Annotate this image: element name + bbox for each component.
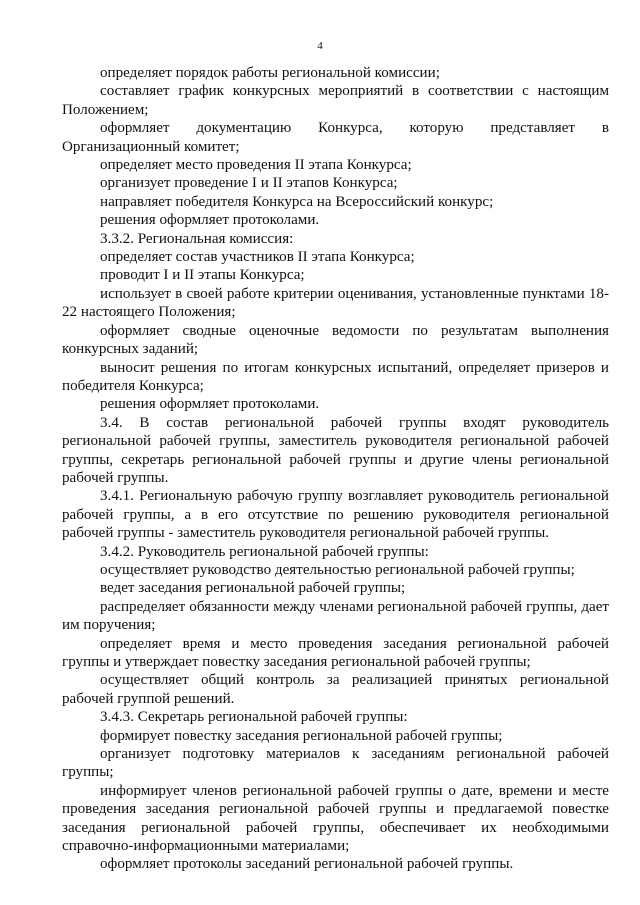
section-paragraph: 3.4. В состав региональной рабочей группы входят руководитель региональной рабочей группы, заместитель руководителя региональной рабочей группы, секретарь региональной рабочей группы и другие члены региональной рабочей группы. [62, 414, 609, 486]
paragraph: определяет место проведения II этапа Конкурса; [100, 157, 412, 174]
paragraph: распределяет обязанности между членами региональной рабочей группы, дает им поручения; [62, 598, 609, 634]
paragraph: составляет график конкурсных мероприятий в соответствии с настоящим Положением; [62, 83, 609, 118]
paragraph: формирует повестку заседания региональной рабочей группы; [100, 727, 503, 744]
paragraph: определяет порядок работы региональной комиссии; [100, 65, 440, 81]
paragraph: решения оформляет протоколами. [100, 396, 320, 413]
paragraph: направляет победителя Конкурса на Всероссийский конкурс; [100, 193, 494, 210]
paragraph: организует проведение I и II этапов Конкурса; [100, 175, 398, 192]
page-number: 4 [317, 40, 323, 52]
paragraph: определяет состав участников II этапа Конкурса; [100, 249, 415, 266]
section-paragraph: 3.4.1. Региональную рабочую группу возглавляет руководитель региональной рабочей группы, а в его отсутствие по решению руководителя региональной рабочей группы - заместитель руководителя региональной рабочей группы. [62, 488, 609, 542]
paragraph: оформляет документацию Конкурса, которую представляет в Организационный комитет; [62, 120, 609, 155]
paragraph: ведет заседания региональной рабочей группы; [100, 580, 406, 597]
paragraph: проводит I и II этапы Конкурса; [100, 267, 305, 284]
paragraph: оформляет протоколы заседаний региональной рабочей группы. [100, 856, 514, 873]
paragraph: определяет время и место проведения заседания региональной рабочей группы и утверждает повестку заседания региональной рабочей группы; [62, 635, 609, 670]
section-heading: 3.4.3. Секретарь региональной рабочей группы: [100, 709, 408, 726]
section-heading: 3.4.2. Руководитель региональной рабочей группы: [100, 543, 429, 560]
paragraph: организует подготовку материалов к заседаниям региональной рабочей группы; [62, 746, 609, 781]
paragraph: информирует членов региональной рабочей группы о дате, времени и месте проведения заседания региональной рабочей группы и предлагаемой повестке заседания региональной рабочей группы, обеспечивает их необходимыми справочно-информационными материалами; [62, 782, 609, 855]
paragraph: выносит решения по итогам конкурсных испытаний, определяет призеров и победителя Конкурса; [62, 359, 609, 394]
section-heading: 3.3.2. Региональная комиссия: [100, 230, 294, 247]
paragraph: осуществляет общий контроль за реализацией принятых региональной рабочей группой решений. [62, 672, 609, 707]
paragraph: решения оформляет протоколами. [100, 212, 320, 229]
paragraph: использует в своей работе критерии оценивания, установленные пунктами 18-22 настоящего Положения; [62, 285, 609, 321]
paragraph: осуществляет руководство деятельностью региональной рабочей группы; [100, 561, 575, 578]
document-body [62, 64, 609, 874]
paragraph: оформляет сводные оценочные ведомости по результатам выполнения конкурсных заданий; [62, 322, 609, 358]
